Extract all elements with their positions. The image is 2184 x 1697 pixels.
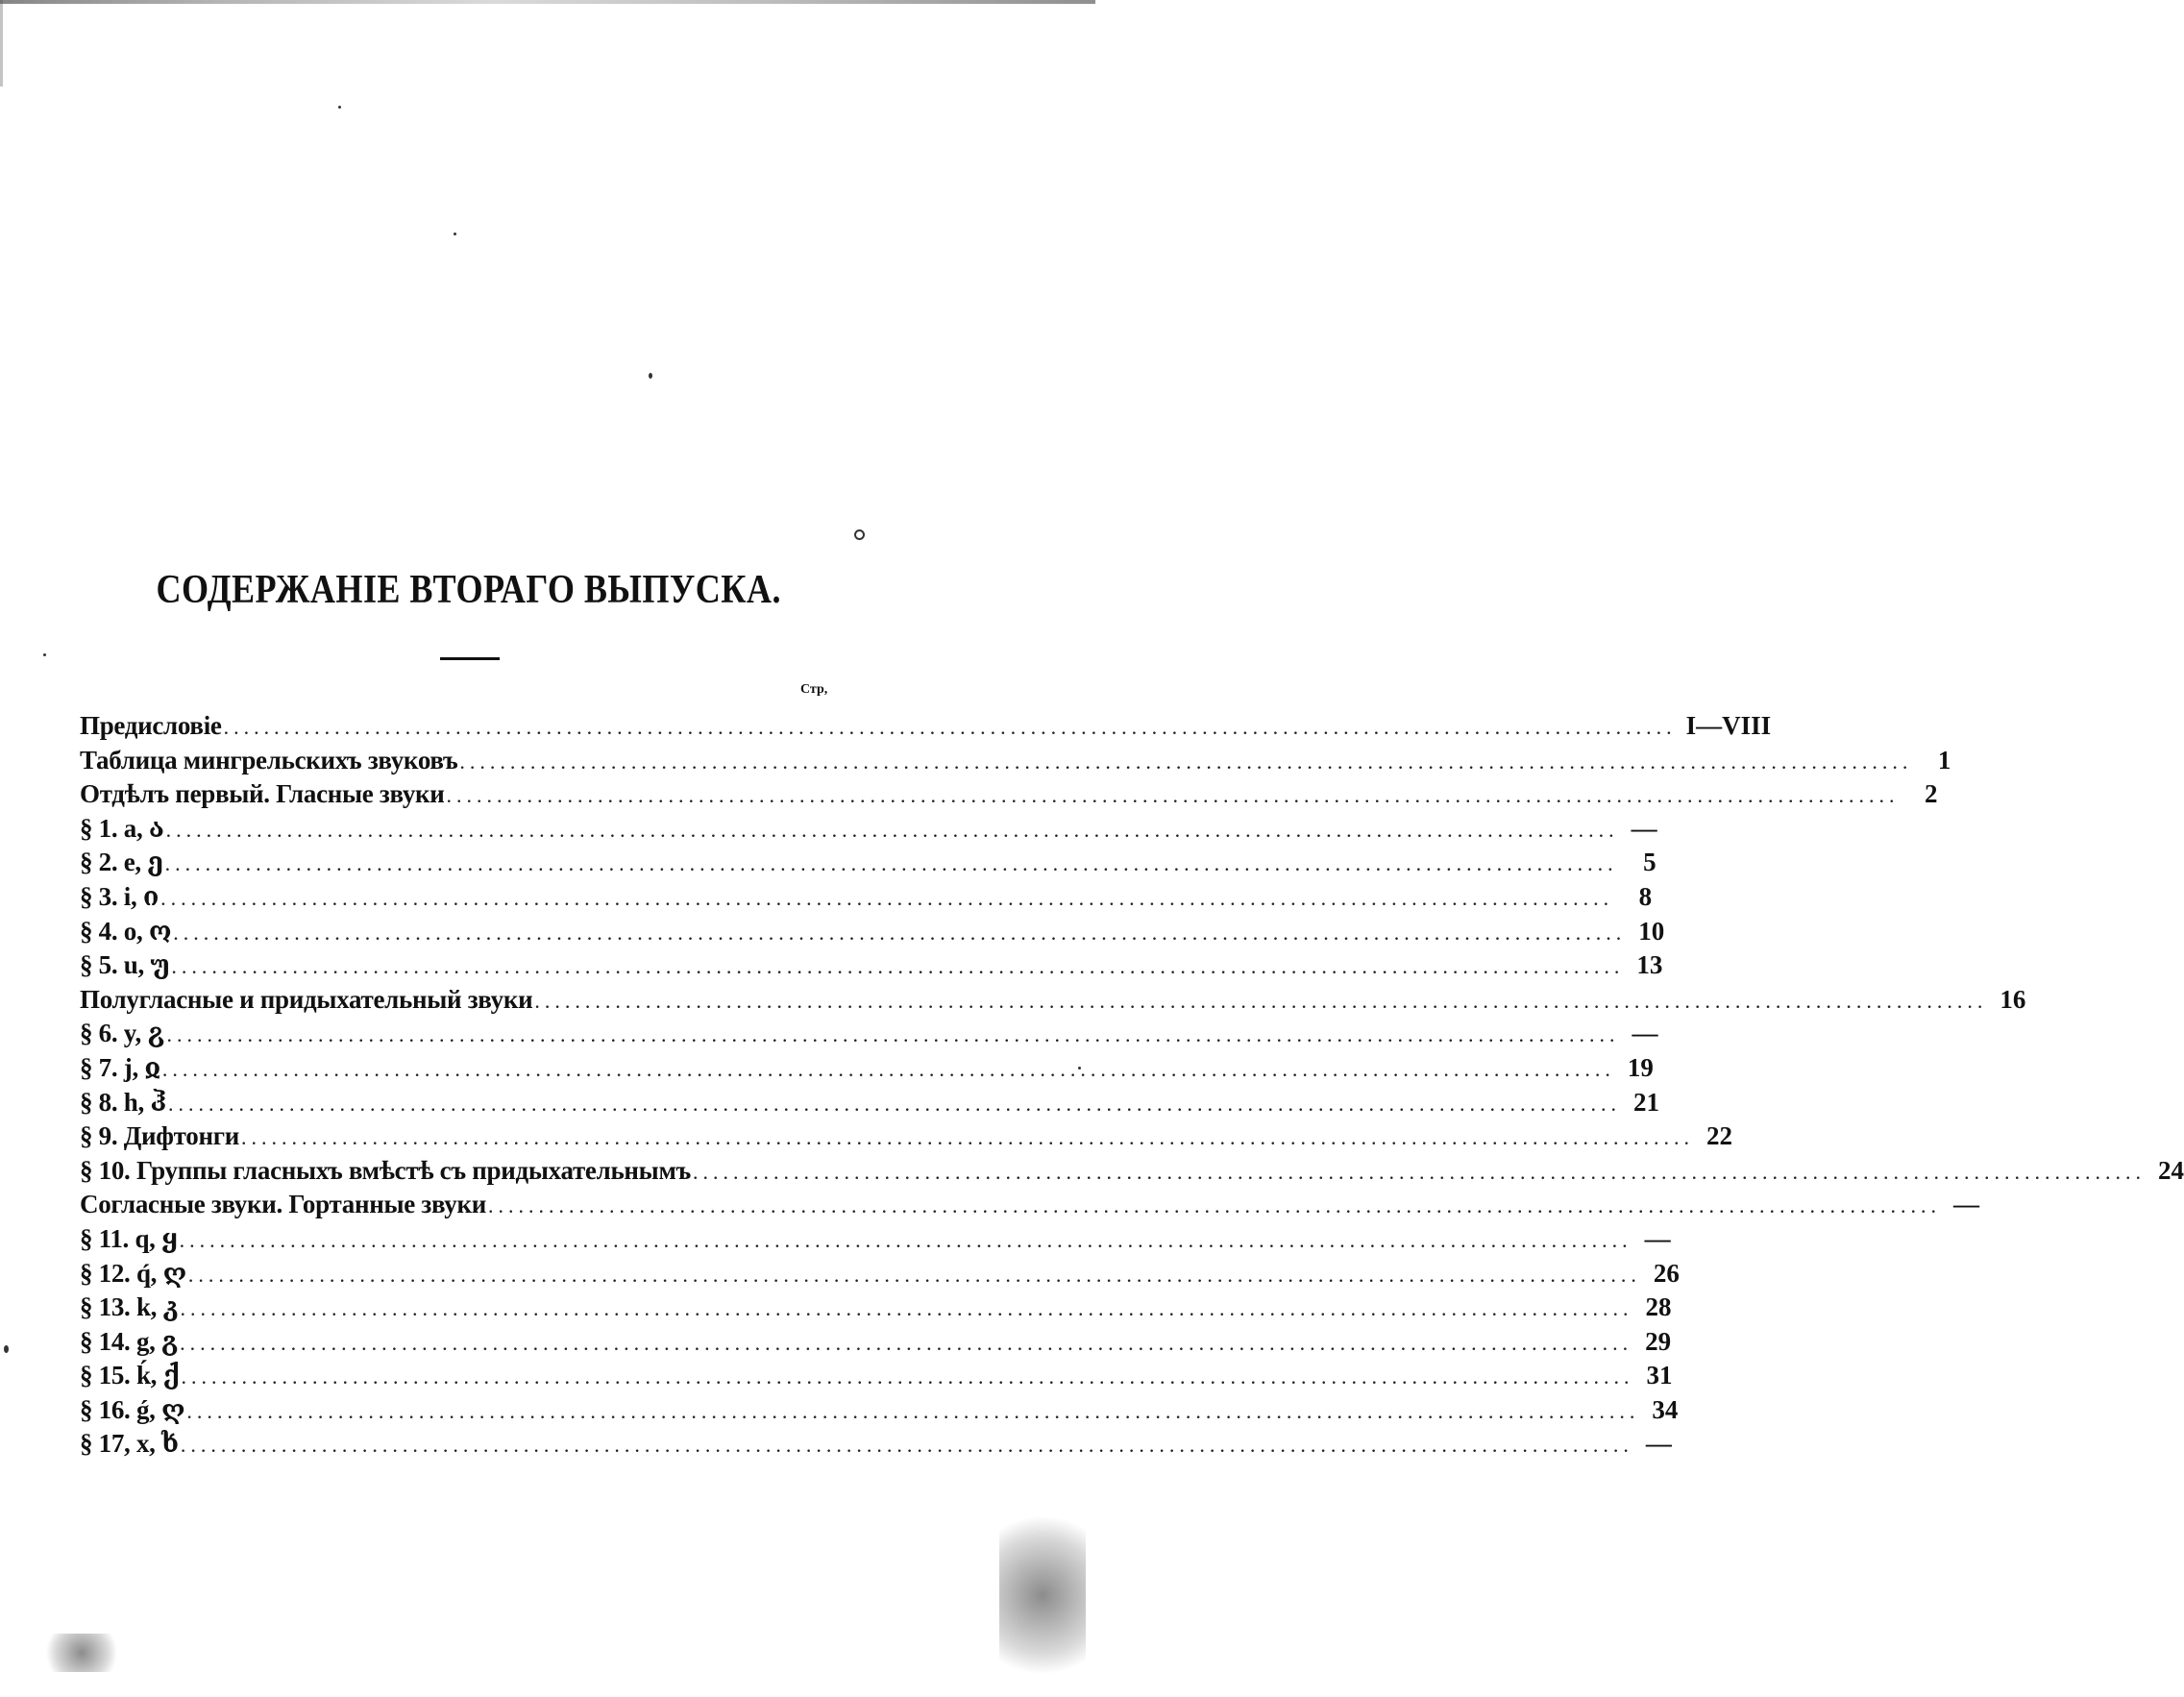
toc-entry-page: — bbox=[1953, 1190, 1980, 1219]
toc-entry-page: — bbox=[1632, 1019, 1658, 1048]
toc-entry-page: 31 bbox=[1646, 1361, 1673, 1390]
toc-entry-label: Отдѣлъ первый. Гласные звуки bbox=[80, 779, 445, 809]
toc-entry bbox=[80, 1155, 2184, 1191]
toc-entry-label: § 14. g, გ bbox=[80, 1326, 179, 1356]
toc-dot-leader: ................................................................................................................................................ bbox=[173, 920, 1627, 945]
toc-entry-label: § 3. i, ი bbox=[80, 881, 160, 911]
scan-speck bbox=[854, 529, 865, 540]
toc-dot-leader: ................................................................................................................................................ bbox=[180, 1296, 1633, 1321]
toc-entry bbox=[80, 1361, 1673, 1395]
toc-dot-leader: ................................................................................................................................................ bbox=[181, 1365, 1634, 1390]
toc-entry bbox=[80, 745, 1951, 780]
toc-entry bbox=[80, 813, 1657, 848]
toc-entry-label: § 15. ḱ, ქ bbox=[80, 1361, 180, 1390]
toc-entry-page: 19 bbox=[1627, 1052, 1654, 1082]
toc-dot-leader: ................................................................................................................................................ bbox=[223, 715, 1677, 739]
toc-entry bbox=[80, 1292, 1672, 1327]
toc-entry-page: 10 bbox=[1638, 916, 1665, 946]
scan-smudge bbox=[999, 1499, 1086, 1691]
toc-dot-leader: ................................................................................................................................................ bbox=[534, 988, 1988, 1013]
scan-speck bbox=[338, 106, 341, 109]
toc-dot-leader: ................................................................................................................................................ bbox=[459, 749, 1913, 774]
toc-dot-leader: ................................................................................................................................................ bbox=[240, 1125, 1694, 1150]
scan-smudge bbox=[38, 1634, 125, 1672]
toc-entry bbox=[80, 779, 1938, 814]
toc-entry-label: Полугласные и придыхательный звуки bbox=[80, 984, 533, 1014]
toc-entry-page: — bbox=[1631, 813, 1657, 843]
page-column-label: Стр, bbox=[800, 682, 828, 697]
page-title: СОДЕРЖАНІЕ ВТОРАГО ВЫПУСКА. bbox=[156, 568, 781, 612]
toc-entry bbox=[80, 1019, 1658, 1053]
toc-entry-label: § 11. q, ყ bbox=[80, 1223, 178, 1253]
toc-entry bbox=[80, 1394, 1679, 1430]
toc-entry-label: Согласные звуки. Гортанные звуки bbox=[80, 1190, 487, 1219]
toc-dot-leader: ................................................................................................................................................ bbox=[488, 1193, 1942, 1218]
toc-entry-page: 22 bbox=[1705, 1121, 1732, 1151]
toc-entry-label: § 13. k, კ bbox=[80, 1292, 179, 1322]
toc-entry bbox=[80, 1121, 1732, 1156]
toc-entry bbox=[80, 1190, 1980, 1224]
toc-entry bbox=[80, 1223, 1671, 1259]
toc-dot-leader: ................................................................................................................................................ bbox=[171, 954, 1625, 979]
toc-entry-label: § 6. y, ჷ bbox=[80, 1019, 165, 1048]
toc-entry-label: § 1. a, ა bbox=[80, 813, 164, 843]
toc-entry-label: Таблица мингрельскихъ звуковъ bbox=[80, 745, 458, 775]
toc-entry-label: § 2. e, ე bbox=[80, 848, 163, 877]
toc-dot-leader: ................................................................................................................................................ bbox=[446, 783, 1900, 808]
toc-entry bbox=[80, 1087, 1659, 1122]
toc-dot-leader: ................................................................................................................................................ bbox=[693, 1159, 2146, 1184]
scan-speck bbox=[454, 233, 456, 235]
toc-entry-page: — bbox=[1644, 1223, 1671, 1253]
toc-entry-label: § 8. h, ჰ bbox=[80, 1087, 166, 1117]
table-of-contents bbox=[80, 711, 2184, 1463]
toc-dot-leader: ................................................................................................................................................ bbox=[179, 1227, 1632, 1252]
scan-edge-top bbox=[0, 0, 1095, 4]
toc-entry-page: 2 bbox=[1925, 779, 1938, 809]
toc-entry-page: — bbox=[1645, 1429, 1672, 1459]
toc-entry-label: § 17, x, ხ bbox=[80, 1429, 179, 1459]
toc-entry bbox=[80, 984, 2026, 1020]
toc-dot-leader: ................................................................................................................................................ bbox=[161, 1056, 1615, 1081]
toc-entry-page: 5 bbox=[1643, 848, 1656, 877]
toc-dot-leader: ................................................................................................................................................ bbox=[165, 817, 1619, 842]
toc-dot-leader: ................................................................................................................................................ bbox=[180, 1330, 1633, 1355]
toc-entry bbox=[80, 1052, 1654, 1088]
toc-dot-leader: ................................................................................................................................................ bbox=[180, 1433, 1633, 1458]
toc-entry bbox=[80, 848, 1656, 882]
toc-entry-page: 13 bbox=[1636, 950, 1663, 980]
toc-entry-label: § 7. j, ჲ bbox=[80, 1052, 160, 1082]
toc-entry bbox=[80, 1326, 1672, 1362]
title-rule bbox=[440, 657, 500, 660]
scan-speck bbox=[4, 1345, 9, 1353]
toc-dot-leader: ................................................................................................................................................ bbox=[187, 1262, 1641, 1287]
toc-entry-label: § 10. Группы гласныхъ вмѣстѣ съ придыхательнымъ bbox=[80, 1155, 691, 1185]
toc-entry-page: 28 bbox=[1645, 1292, 1672, 1322]
toc-entry-page: I—VIII bbox=[1685, 711, 1772, 740]
toc-dot-leader: ................................................................................................................................................ bbox=[164, 851, 1618, 876]
toc-entry-page: 24 bbox=[2158, 1155, 2184, 1185]
scan-speck bbox=[43, 653, 46, 656]
toc-entry-page: 16 bbox=[2000, 984, 2026, 1014]
toc-dot-leader: ................................................................................................................................................ bbox=[160, 885, 1614, 910]
toc-entry-page: 29 bbox=[1645, 1326, 1672, 1356]
toc-entry-page: 34 bbox=[1652, 1394, 1679, 1424]
toc-entry bbox=[80, 916, 1665, 951]
scan-speck bbox=[649, 373, 652, 379]
toc-entry-label: § 16. ǵ, ღ bbox=[80, 1394, 185, 1424]
toc-entry-label: § 9. Дифтонги bbox=[80, 1121, 239, 1151]
toc-dot-leader: ................................................................................................................................................ bbox=[166, 1022, 1620, 1047]
toc-entry bbox=[80, 950, 1663, 985]
toc-entry-page: 1 bbox=[1937, 745, 1951, 775]
toc-entry-label: § 12. q́, ღ bbox=[80, 1258, 186, 1288]
toc-entry bbox=[80, 1258, 1680, 1293]
toc-entry bbox=[80, 881, 1653, 917]
toc-entry bbox=[80, 1429, 1672, 1463]
toc-entry bbox=[80, 711, 1772, 746]
toc-dot-leader: ................................................................................................................................................ bbox=[167, 1091, 1621, 1116]
scan-edge-left bbox=[0, 0, 3, 86]
toc-entry-label: § 4. o, ო bbox=[80, 916, 172, 946]
toc-entry-page: 8 bbox=[1638, 881, 1653, 911]
toc-entry-page: 21 bbox=[1632, 1087, 1659, 1117]
toc-entry-label: § 5. u, უ bbox=[80, 950, 170, 980]
toc-entry-page: 26 bbox=[1653, 1258, 1680, 1288]
toc-entry-label: Предисловіе bbox=[80, 711, 222, 740]
toc-dot-leader: ................................................................................................................................................ bbox=[186, 1398, 1640, 1423]
